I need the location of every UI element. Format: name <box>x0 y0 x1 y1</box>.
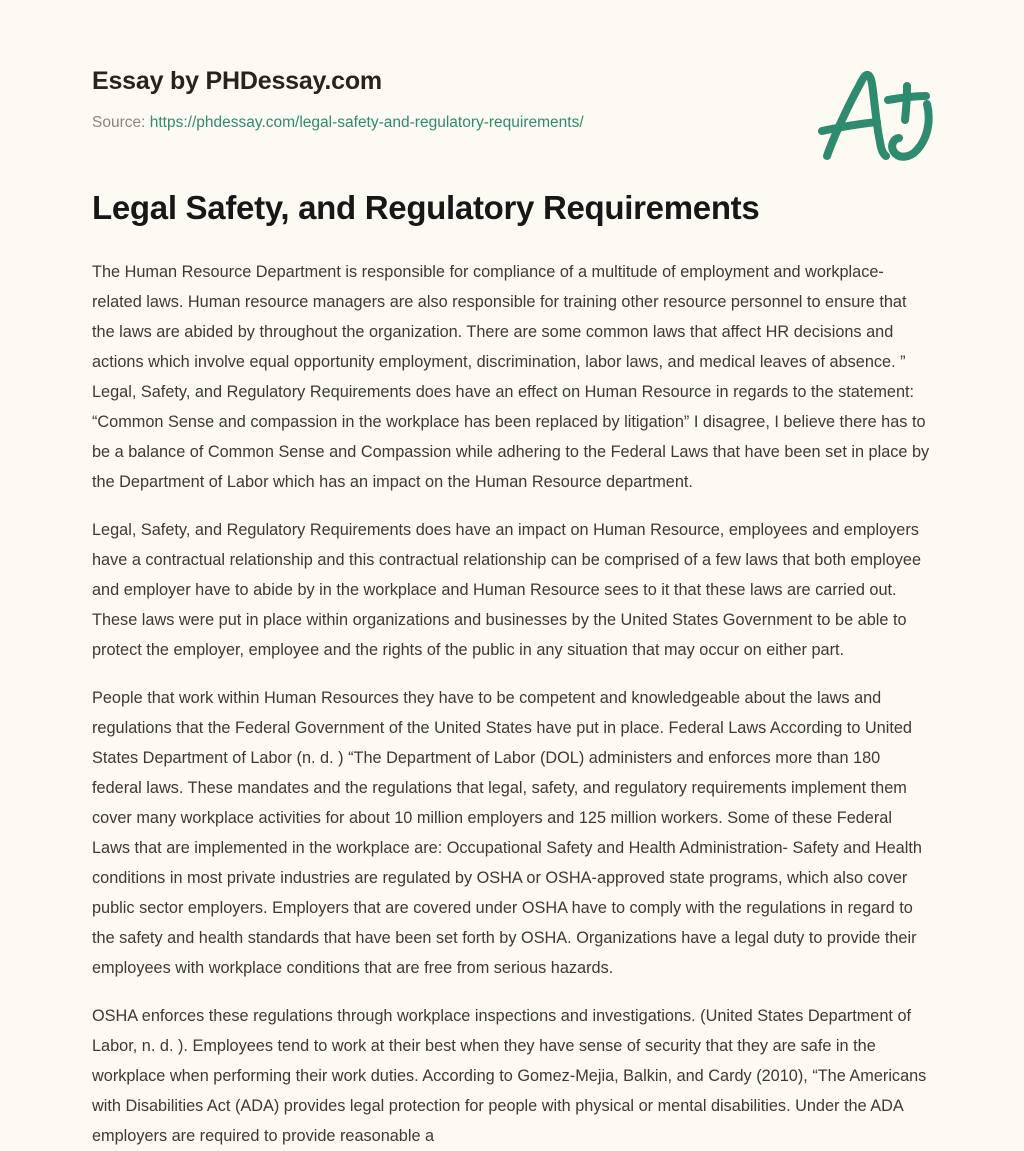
article-paragraph: OSHA enforces these regulations through workplace inspections and investigations. (United States Department of Labor, n. d. ). Employees tend to work at their best when they have sense of security that they are safe in the workplace when performing their work duties. According to Gomez-Mejia, Balkin, and Cardy (2010), “The Americans with Disabilities Act (ADA) provides legal protection for people with physical or mental disabilities. Under the ADA employers are required to provide reasonable a <box>92 1007 927 1146</box>
source-label: Source: <box>92 114 146 131</box>
a-plus-logo-icon <box>814 62 940 166</box>
source-line <box>92 113 932 133</box>
source-url-link[interactable]: https://phdessay.com/legal-safety-and-regulatory-requirements/ <box>149 114 584 131</box>
article-body <box>92 257 932 1151</box>
brand-title: Essay by PHDessay.com <box>92 67 382 95</box>
page-title: Legal Safety, and Regulatory Requirements <box>92 189 760 227</box>
article-paragraph: The Human Resource Department is responsible for compliance of a multitude of employment and workplace-related laws. Human resource managers are also responsible for training other resource personnel to ensure that the laws are abided by throughout the organization. There are some common laws that affect HR decisions and actions which involve equal opportunity employment, discrimination, labor laws, and medical leaves of absence. ” Legal, Safety, and Regulatory Requirements does have an effect on Human Resource in regards to the statement: “Common Sense and compassion in the workplace has been replaced by litigation” I disagree, I believe there has to be a balance of Common Sense and Compassion while adhering to the Federal Laws that have been set in place by the Department of Labor which has an impact on the Human Resource department. <box>92 263 930 492</box>
article-paragraph: People that work within Human Resources they have to be competent and knowledgeable about the laws and regulations that the Federal Government of the United States have put in place. Federal Laws According to United States Department of Labor (n. d. ) “The Department of Labor (DOL) administers and enforces more than 180 federal laws. These mandates and the regulations that legal, safety, and regulatory requirements implement them cover many workplace activities for about 10 million employers and 125 million workers. Some of these Federal Laws that are implemented in the workplace are: Occupational Safety and Health Administration- Safety and Health conditions in most private industries are regulated by OSHA or OSHA-approved state programs, which also cover public sector employers. Employers that are covered under OSHA have to comply with the regulations in regard to the safety and health standards that have been set forth by OSHA. Organizations have a legal duty to provide their employees with workplace conditions that are free from serious hazards. <box>92 689 922 978</box>
article-paragraph: Legal, Safety, and Regulatory Requirements does have an impact on Human Resource, employees and employers have a contractual relationship and this contractual relationship can be comprised of a few laws that both employee and employer have to abide by in the workplace and Human Resource sees to it that these laws are carried out. These laws were put in place within organizations and businesses by the United States Government to be able to protect the employer, employee and the rights of the public in any situation that may occur on either part. <box>92 521 922 660</box>
article <box>92 189 932 1151</box>
page-masthead <box>92 0 932 133</box>
